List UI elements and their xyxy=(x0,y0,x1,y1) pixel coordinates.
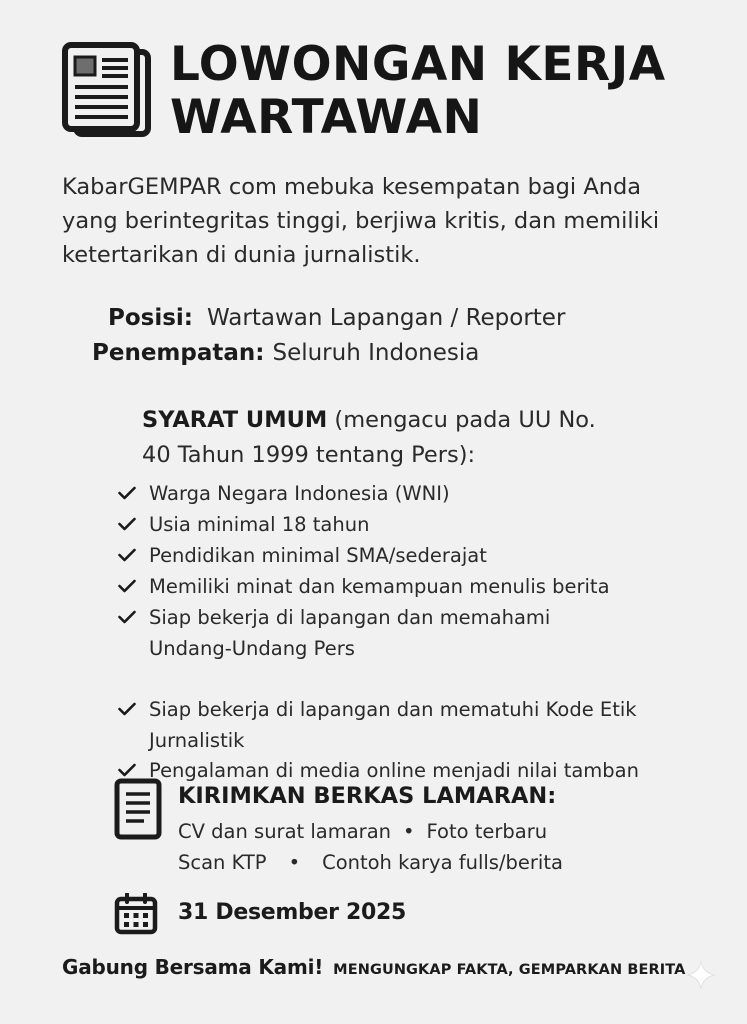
requirements-heading-line-2: 40 Tahun 1999 tentang Pers): xyxy=(142,442,476,468)
deadline-date: 31 Desember 2025 xyxy=(178,900,407,925)
submission-title: KIRIMKAN BERKAS LAMARAN: xyxy=(178,783,557,809)
requirement-text-cont: Undang-Undang Pers xyxy=(149,637,355,660)
requirement-text: Pengalaman di media online menjadi nilai tamban xyxy=(149,759,639,782)
title-line-1: LOWONGAN KERJA xyxy=(170,37,666,92)
requirements-heading-bold: SYARAT UMUM xyxy=(142,407,328,433)
bullet-separator: • xyxy=(403,820,415,843)
position-value: Wartawan Lapangan / Reporter xyxy=(207,305,566,331)
list-item xyxy=(118,478,639,509)
list-item xyxy=(118,540,639,571)
document-item: Foto terbaru xyxy=(426,820,548,843)
intro-line-1: KabarGEMPAR com mebuka kesempatan bagi Anda xyxy=(62,174,642,200)
list-item xyxy=(118,694,639,755)
document-icon xyxy=(114,778,162,840)
position-row xyxy=(108,302,565,334)
list-item xyxy=(118,509,639,540)
intro-line-2: yang berintegritas tinggi, berjiwa kritis, dan memiliki xyxy=(62,208,660,234)
document-item: CV dan surat lamaran xyxy=(178,820,392,843)
sparkle-icon xyxy=(686,960,716,990)
requirements-heading xyxy=(142,403,596,473)
submission-row-2 xyxy=(178,848,563,878)
bullet-separator: • xyxy=(288,851,301,874)
requirement-text-cont: Jurnalistik xyxy=(149,729,245,752)
footer-call-to-action: Gabung Bersama Kami! xyxy=(62,955,324,979)
calendar-icon xyxy=(114,893,158,935)
intro-line-3: ketertarikan di dunia jurnalistik. xyxy=(62,242,421,268)
footer-tagline: MENGUNGKAP FAKTA, GEMPARKAN BERITA xyxy=(333,962,686,978)
list-item xyxy=(118,571,639,602)
intro-paragraph xyxy=(62,170,702,272)
placement-label: Penempatan: xyxy=(92,340,265,366)
submission-row-1 xyxy=(178,817,547,847)
check-icon xyxy=(118,702,136,716)
requirement-text: Usia minimal 18 tahun xyxy=(149,513,370,536)
requirements-heading-rest: (mengacu pada UU No. xyxy=(327,407,596,433)
check-icon xyxy=(118,610,136,624)
list-item xyxy=(118,602,639,694)
requirement-text: Memiliki minat dan kemampuan menulis berita xyxy=(149,575,610,598)
check-icon xyxy=(118,548,136,562)
footer xyxy=(62,955,685,979)
page-title xyxy=(170,38,666,144)
newspaper-icon xyxy=(62,42,154,138)
document-item: Contoh karya fulls/berita xyxy=(322,851,563,874)
requirement-text: Pendidikan minimal SMA/sederajat xyxy=(149,544,487,567)
check-icon xyxy=(118,763,136,777)
placement-row xyxy=(92,337,479,369)
check-icon xyxy=(118,579,136,593)
placement-value: Seluruh Indonesia xyxy=(272,340,480,366)
requirement-text: Siap bekerja di lapangan dan mematuhi Kode Etik xyxy=(149,698,637,721)
check-icon xyxy=(118,486,136,500)
requirement-text: Warga Negara Indonesia (WNI) xyxy=(149,482,450,505)
requirement-text: Siap bekerja di lapangan dan memahami xyxy=(149,606,551,629)
check-icon xyxy=(118,517,136,531)
title-line-2: WARTAWAN xyxy=(170,90,483,145)
requirements-list xyxy=(118,478,639,786)
position-label: Posisi: xyxy=(108,305,194,331)
document-item: Scan KTP xyxy=(178,851,267,874)
